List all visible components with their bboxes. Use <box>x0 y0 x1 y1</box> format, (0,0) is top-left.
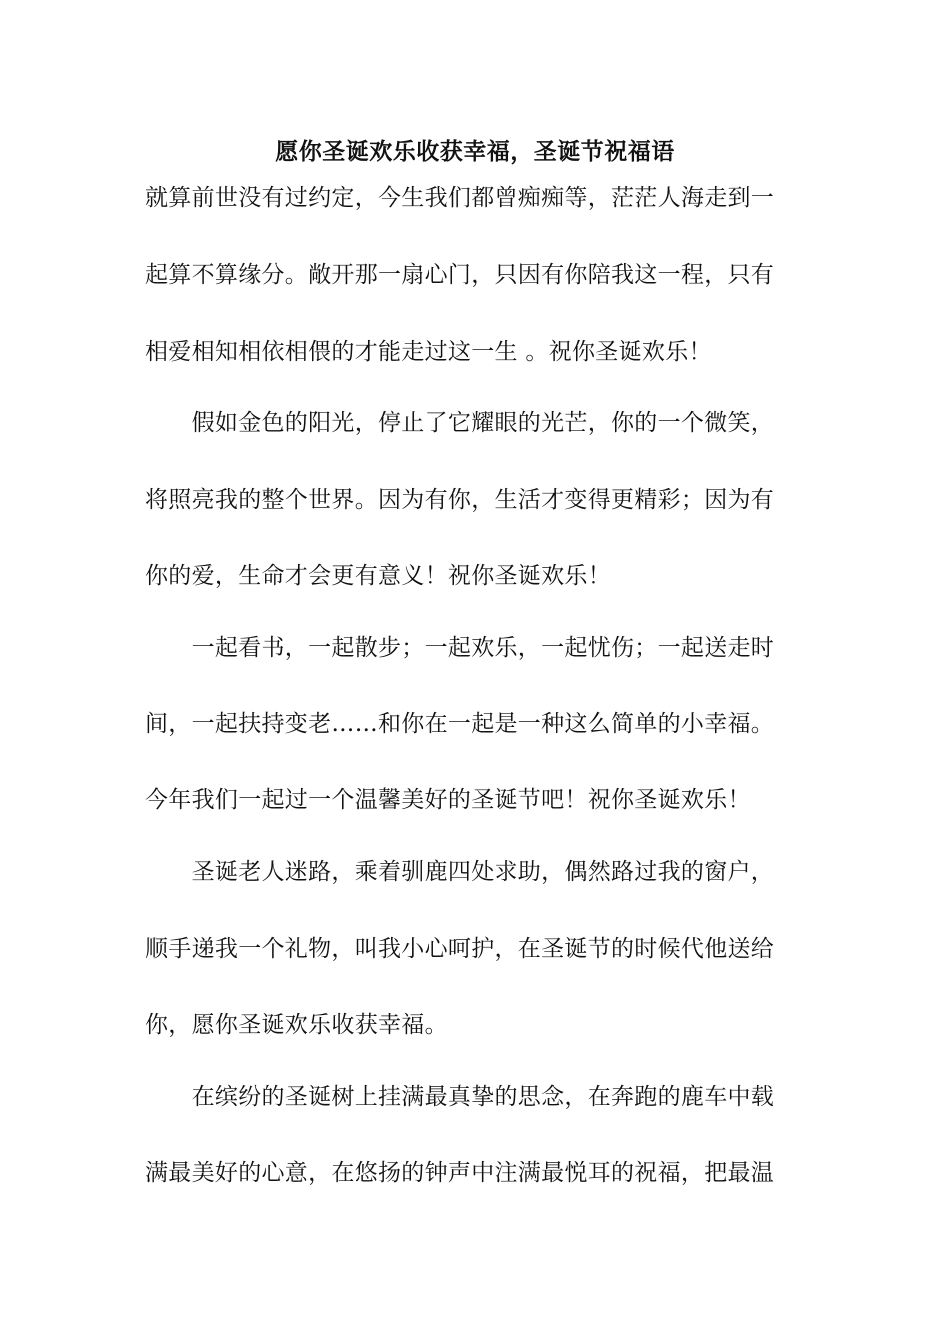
text-line: 今年我们一起过一个温馨美好的圣诞节吧！祝你圣诞欢乐！ <box>145 787 751 813</box>
text-line: 满最美好的心意，在悠扬的钟声中注满最悦耳的祝福，把最温 <box>145 1160 775 1186</box>
text-line: 间，一起扶持变老……和你在一起是一种这么简单的小幸福。 <box>145 711 775 737</box>
text-line: 假如金色的阳光，停止了它耀眼的光芒，你的一个微笑， <box>145 410 775 436</box>
text-line: 起算不算缘分。敞开那一扇心门，只因有你陪我这一程，只有 <box>145 262 775 288</box>
text-line: 相爱相知相依相偎的才能走过这一生 。祝你圣诞欢乐！ <box>145 339 712 365</box>
text-line: 将照亮我的整个世界。因为有你，生活才变得更精彩；因为有 <box>145 487 775 513</box>
text-line: 一起看书，一起散步；一起欢乐，一起忧伤；一起送走时 <box>145 635 775 661</box>
text-line: 你，愿你圣诞欢乐收获幸福。 <box>145 1012 448 1038</box>
text-line: 你的爱，生命才会更有意义！祝你圣诞欢乐！ <box>145 563 611 589</box>
document-title: 愿你圣诞欢乐收获幸福，圣诞节祝福语 <box>275 138 675 165</box>
text-line: 圣诞老人迷路，乘着驯鹿四处求助，偶然路过我的窗户， <box>145 859 775 885</box>
text-line: 就算前世没有过约定，今生我们都曾痴痴等，茫茫人海走到一 <box>145 185 775 211</box>
text-line: 在缤纷的圣诞树上挂满最真挚的思念，在奔跑的鹿车中载 <box>145 1084 775 1110</box>
text-line: 顺手递我一个礼物，叫我小心呵护，在圣诞节的时候代他送给 <box>145 936 775 962</box>
